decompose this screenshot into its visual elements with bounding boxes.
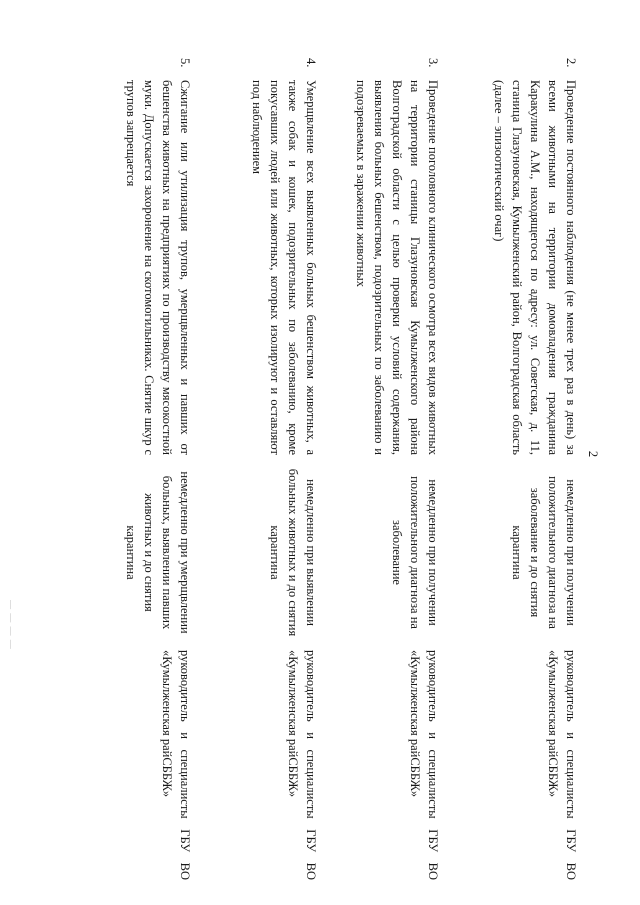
measure-responsible: руководитель и специалисты ГБУ ВО «Кумылженская райСББЖ» bbox=[160, 650, 192, 880]
row-number: 4. bbox=[304, 58, 318, 68]
measure-responsible: руководитель и специалисты ГБУ ВО «Кумылженская райСББЖ» bbox=[546, 650, 578, 880]
row-number: 3. bbox=[426, 58, 440, 68]
measure-deadline: немедленно при получении положительного диагноза на заболевание bbox=[390, 476, 440, 629]
measure-responsible: руководитель и специалисты ГБУ ВО «Кумылженская райСББЖ» bbox=[408, 650, 440, 880]
measure-deadline: немедленно при умерщвлении больных, выявлении павших животных и до снятия карантина bbox=[124, 471, 192, 634]
page-number: 2 bbox=[586, 450, 600, 458]
row-number: 5. bbox=[178, 58, 192, 68]
measure-deadline: немедленно при выявлении больных животных и до снятия карантина bbox=[268, 468, 318, 637]
measure-description: Проведение постоянного наблюдения (не менее трех раз в день) за всеми животными на территории домовладения гражданина Каракулина А.М., находящегося по адресу: ул. Советская, д. 11, станица Глазуновская, Кумылженский район, Волгоградская область (далее – эпизоотический очаг) bbox=[492, 80, 578, 455]
measure-responsible: руководитель и специалисты ГБУ ВО «Кумылженская райСББЖ» bbox=[286, 650, 318, 880]
measure-description: Сжигание или утилизация трупов, умерщвленных и павших от бешенства животных на предприятиях по производству мясокостной муки. Допускается захоронение на скотомогильниках. Снятие шкур с трупов запрещается bbox=[124, 80, 192, 455]
measure-description: Умерщвление всех выявленных больных бешенством животных, а также собак и кошек, подозрительных по заболеванию, кроме покусавших людей или животных, которых изолируют и оставляют под наблюдением bbox=[250, 80, 318, 455]
row-number: 2. bbox=[564, 58, 578, 68]
footer-mark: — — — — bbox=[6, 600, 16, 650]
measure-description: Проведение поголовного клинического осмотра всех видов животных на территории станицы Глазуновская Кумылженского района Волгоградской области с целью проверки условий содержания, выявления больных бешенством, подозрительных по заболеванию и подозреваемых в заражении животных bbox=[354, 80, 440, 455]
measure-deadline: немедленно при получении положительного диагноза на заболевание и до снятия карантина bbox=[510, 476, 578, 629]
